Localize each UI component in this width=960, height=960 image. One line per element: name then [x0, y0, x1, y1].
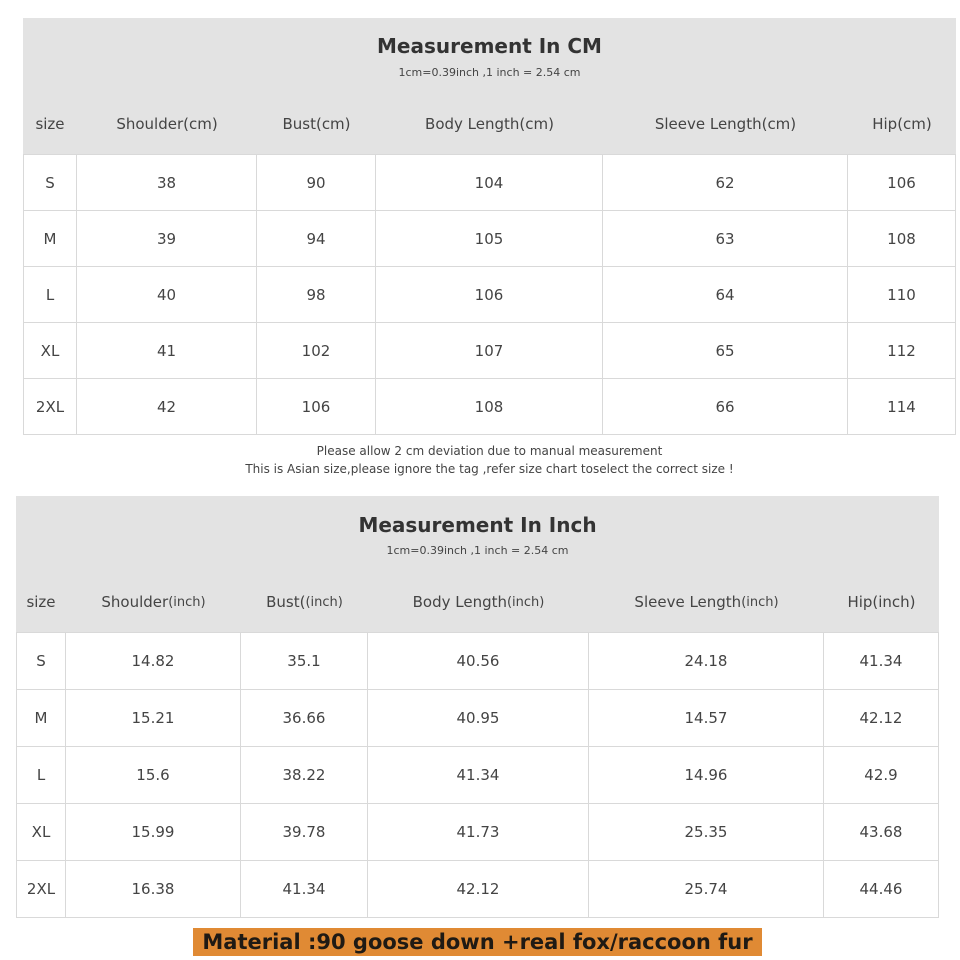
cm-table-title: Measurement In CM	[377, 34, 602, 58]
cm-value-cell: 65	[603, 323, 848, 378]
inch-value-cell: 14.57	[589, 690, 824, 746]
inch-value-cell: 42.12	[824, 690, 939, 746]
cm-table-row	[23, 155, 956, 211]
inch-header-label: Bust(	[266, 593, 306, 611]
cm-value-cell: 90	[257, 155, 376, 210]
inch-header-label: Shoulder	[101, 593, 169, 611]
cm-value-cell: 105	[376, 211, 603, 266]
cm-value-cell: 110	[848, 267, 956, 322]
inch-header-3	[368, 586, 589, 618]
inch-value-cell: 36.66	[241, 690, 368, 746]
cm-value-cell: 62	[603, 155, 848, 210]
inch-size-cell: S	[16, 633, 66, 689]
inch-table-title: Measurement In Inch	[358, 513, 597, 537]
cm-table-notes	[23, 442, 956, 478]
cm-value-cell: 108	[848, 211, 956, 266]
inch-value-cell: 41.73	[368, 804, 589, 860]
cm-table-body	[23, 154, 956, 435]
cm-value-cell: 40	[77, 267, 257, 322]
cm-column-headers	[23, 108, 956, 140]
cm-header-2: Bust(cm)	[282, 115, 351, 133]
cm-size-cell: L	[23, 267, 77, 322]
cm-measurement-table	[23, 18, 956, 490]
inch-header-label: Body Length	[412, 593, 507, 611]
cm-header-5: Hip(cm)	[872, 115, 932, 133]
material-banner: Material :90 goose down +real fox/raccoon fur	[193, 928, 762, 956]
inch-header-4	[589, 586, 824, 618]
cm-table-row	[23, 323, 956, 379]
cm-value-cell: 108	[376, 379, 603, 434]
inch-value-cell: 41.34	[368, 747, 589, 803]
inch-value-cell: 43.68	[824, 804, 939, 860]
deviation-note: Please allow 2 cm deviation due to manual measurement	[316, 444, 663, 458]
inch-value-cell: 24.18	[589, 633, 824, 689]
cm-header-4: Sleeve Length(cm)	[654, 115, 797, 133]
cm-value-cell: 39	[77, 211, 257, 266]
asian-size-note: This is Asian size,please ignore the tag ,refer size chart toselect the correct size !	[245, 462, 734, 476]
inch-header-5	[824, 586, 939, 618]
inch-value-cell: 38.22	[241, 747, 368, 803]
inch-value-cell: 14.82	[66, 633, 241, 689]
inch-header-0	[16, 586, 66, 618]
inch-value-cell: 25.74	[589, 861, 824, 917]
inch-header-label: Sleeve Length	[634, 593, 742, 611]
cm-value-cell: 106	[376, 267, 603, 322]
cm-value-cell: 114	[848, 379, 956, 434]
inch-value-cell: 14.96	[589, 747, 824, 803]
inch-size-cell: XL	[16, 804, 66, 860]
inch-header-unit: (inch)	[506, 594, 545, 610]
cm-header-3: Body Length(cm)	[425, 115, 554, 133]
cm-table-row	[23, 211, 956, 267]
cm-value-cell: 38	[77, 155, 257, 210]
inch-table-header	[16, 496, 939, 632]
inch-measurement-table	[16, 496, 939, 914]
cm-size-cell: 2XL	[23, 379, 77, 434]
cm-value-cell: 98	[257, 267, 376, 322]
inch-size-cell: L	[16, 747, 66, 803]
inch-value-cell: 15.21	[66, 690, 241, 746]
inch-size-cell: M	[16, 690, 66, 746]
inch-table-row	[16, 633, 939, 690]
inch-value-cell: 42.9	[824, 747, 939, 803]
cm-value-cell: 94	[257, 211, 376, 266]
cm-table-header	[23, 18, 956, 154]
cm-header-0: size	[35, 115, 65, 133]
inch-value-cell: 25.35	[589, 804, 824, 860]
cm-value-cell: 42	[77, 379, 257, 434]
inch-value-cell: 41.34	[824, 633, 939, 689]
inch-header-unit: (inch)	[168, 594, 206, 610]
cm-value-cell: 106	[257, 379, 376, 434]
inch-header-label: size	[26, 593, 56, 611]
cm-table-row	[23, 379, 956, 435]
inch-value-cell: 15.99	[66, 804, 241, 860]
inch-value-cell: 16.38	[66, 861, 241, 917]
inch-value-cell: 39.78	[241, 804, 368, 860]
inch-table-row	[16, 690, 939, 747]
inch-header-2	[241, 586, 368, 618]
inch-value-cell: 40.56	[368, 633, 589, 689]
cm-value-cell: 41	[77, 323, 257, 378]
inch-header-label: Hip(inch)	[847, 593, 916, 611]
inch-table-row	[16, 861, 939, 918]
inch-column-headers	[16, 586, 939, 618]
cm-value-cell: 112	[848, 323, 956, 378]
cm-value-cell: 104	[376, 155, 603, 210]
cm-value-cell: 102	[257, 323, 376, 378]
inch-table-subtitle: 1cm=0.39inch ,1 inch = 2.54 cm	[386, 544, 569, 557]
cm-value-cell: 106	[848, 155, 956, 210]
cm-size-cell: S	[23, 155, 77, 210]
inch-header-1	[66, 586, 241, 618]
cm-table-subtitle: 1cm=0.39inch ,1 inch = 2.54 cm	[398, 66, 581, 79]
cm-size-cell: XL	[23, 323, 77, 378]
cm-value-cell: 66	[603, 379, 848, 434]
inch-value-cell: 41.34	[241, 861, 368, 917]
inch-header-unit: (inch)	[305, 594, 343, 610]
cm-value-cell: 64	[603, 267, 848, 322]
inch-value-cell: 42.12	[368, 861, 589, 917]
cm-header-1: Shoulder(cm)	[116, 115, 218, 133]
inch-table-body	[16, 632, 939, 918]
inch-value-cell: 40.95	[368, 690, 589, 746]
cm-size-cell: M	[23, 211, 77, 266]
inch-value-cell: 44.46	[824, 861, 939, 917]
cm-value-cell: 63	[603, 211, 848, 266]
cm-value-cell: 107	[376, 323, 603, 378]
inch-table-row	[16, 747, 939, 804]
inch-size-cell: 2XL	[16, 861, 66, 917]
inch-header-unit: (inch)	[741, 594, 779, 610]
cm-table-row	[23, 267, 956, 323]
inch-table-row	[16, 804, 939, 861]
inch-value-cell: 35.1	[241, 633, 368, 689]
inch-value-cell: 15.6	[66, 747, 241, 803]
